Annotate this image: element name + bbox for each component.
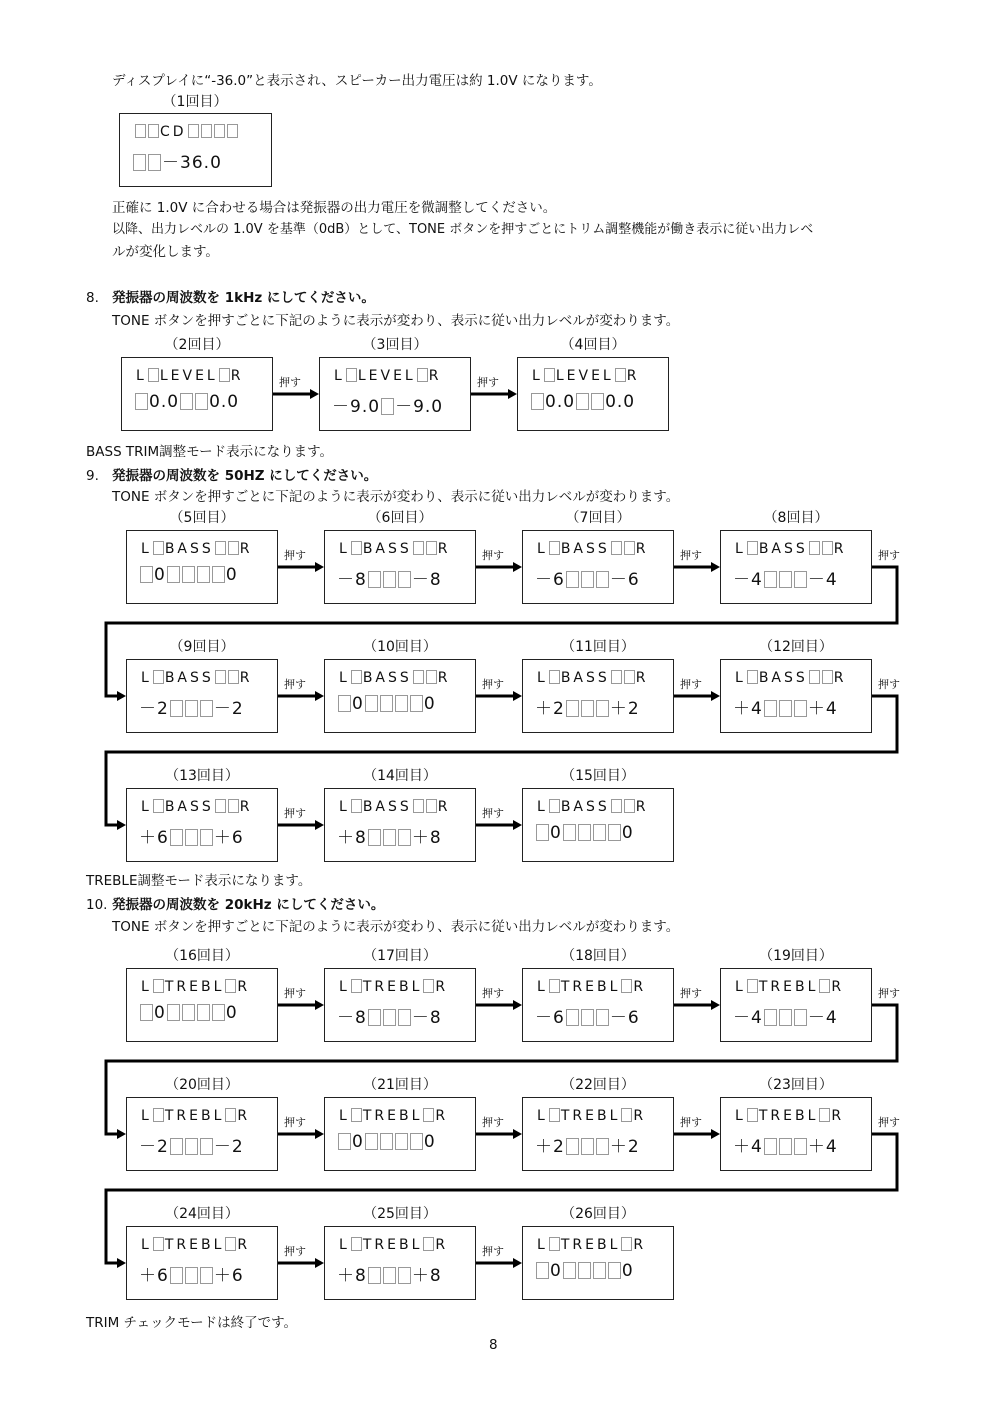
press-label: 押す	[284, 1245, 306, 1258]
display-caption: （13回目）	[165, 768, 239, 784]
mode-note: BASS TRIM調整モード表示になります。	[86, 444, 334, 460]
display-line-2: 0 0	[337, 694, 436, 714]
arrow-head	[513, 1258, 522, 1268]
display-caption: （7回目）	[565, 510, 631, 526]
press-label: 押す	[878, 1116, 900, 1129]
press-label: 押す	[482, 549, 504, 562]
arrow-head	[310, 389, 319, 399]
arrow-head	[508, 389, 517, 399]
display-caption: （3回目）	[362, 337, 428, 353]
press-label: 押す	[680, 678, 702, 691]
display-caption: （4回目）	[560, 337, 626, 353]
press-label: 押す	[680, 549, 702, 562]
display-caption: （2回目）	[164, 337, 230, 353]
display-caption: （21回目）	[363, 1077, 437, 1093]
display-caption: （12回目）	[759, 639, 833, 655]
arrow-head	[315, 1258, 324, 1268]
display-caption: （24回目）	[165, 1206, 239, 1222]
arrow-head	[513, 820, 522, 830]
display-line-2: 0 0	[535, 823, 634, 843]
display-line-2: －8 －8	[337, 1008, 442, 1028]
arrow-head	[315, 820, 324, 830]
arrow-head	[711, 562, 720, 572]
step-description: TONE ボタンを押すごとに下記のように表示が変わり、表示に従い出力レベルが変わります。	[112, 489, 680, 505]
display-line-1: L BASS R	[339, 670, 451, 686]
display-line-1: L BASS R	[141, 799, 253, 815]
note-line: 以降、出力レベルの 1.0V を基準（0dB）として、TONE ボタンを押すごとにトリム調整機能が働き表示に従い出力レベ	[112, 222, 814, 237]
press-label: 押す	[279, 376, 301, 389]
display-caption: （18回目）	[561, 948, 635, 964]
display-line-1: L TREBL R	[339, 1108, 449, 1124]
display-line-1: L LEVEL R	[334, 368, 442, 384]
display-caption: （14回目）	[363, 768, 437, 784]
display-line-1: L TREBL R	[141, 1108, 251, 1124]
step-heading: 発振器の周波数を 50HZ にしてください。	[112, 468, 378, 484]
step-description: TONE ボタンを押すごとに下記のように表示が変わり、表示に従い出力レベルが変わります。	[112, 313, 680, 329]
display-line-2: 0 0	[139, 565, 238, 585]
display-caption: （19回目）	[759, 948, 833, 964]
display-caption: （10回目）	[363, 639, 437, 655]
display-line-2: ＋6 ＋6	[139, 1266, 244, 1286]
display-line-1: L TREBL R	[735, 979, 845, 995]
end-note: TRIM チェックモードは終了です。	[86, 1315, 298, 1331]
arrow-head	[711, 691, 720, 701]
display-line-1: L TREBL R	[141, 979, 251, 995]
display-caption: （20回目）	[165, 1077, 239, 1093]
arrow-head	[711, 1000, 720, 1010]
display-line-2: －36.0	[132, 148, 222, 173]
display-line-1: L BASS R	[735, 541, 847, 557]
arrow-head	[513, 1129, 522, 1139]
press-label: 押す	[284, 678, 306, 691]
page-number: 8	[489, 1337, 498, 1353]
step-number: 9.	[86, 468, 99, 484]
display-line-2: －4 －4	[733, 570, 838, 590]
display-line-2: ＋4 ＋4	[733, 699, 838, 719]
display-caption: （17回目）	[363, 948, 437, 964]
step-number: 8.	[86, 290, 99, 306]
display-line-2: 0.0 0.0	[530, 392, 635, 412]
display-line-2: 0 0	[139, 1003, 238, 1023]
step-heading: 発振器の周波数を 20kHz にしてください。	[112, 897, 385, 913]
display-line-1: L BASS R	[537, 799, 649, 815]
display-line-2: －8 －8	[337, 570, 442, 590]
display-line-1: L TREBL R	[537, 1108, 647, 1124]
press-label: 押す	[878, 987, 900, 1000]
display-caption: （15回目）	[561, 768, 635, 784]
display-line-1: L BASS R	[141, 541, 253, 557]
press-label: 押す	[680, 987, 702, 1000]
press-label: 押す	[482, 1245, 504, 1258]
display-caption: （8回目）	[763, 510, 829, 526]
display-line-2: －4 －4	[733, 1008, 838, 1028]
display-line-2: ＋2 ＋2	[535, 699, 640, 719]
note-line: ルが変化します。	[112, 244, 219, 260]
display-line-1: CD	[134, 124, 239, 140]
display-line-2: ＋4 ＋4	[733, 1137, 838, 1157]
display-line-1: L BASS R	[339, 541, 451, 557]
press-label: 押す	[482, 678, 504, 691]
display-line-1: L BASS R	[735, 670, 847, 686]
display-caption: （11回目）	[561, 639, 635, 655]
display-line-1: L BASS R	[339, 799, 451, 815]
display-line-1: L TREBL R	[141, 1237, 251, 1253]
press-label: 押す	[477, 376, 499, 389]
display-line-1: L TREBL R	[735, 1108, 845, 1124]
press-label: 押す	[482, 987, 504, 1000]
display-line-2: －2 －2	[139, 1137, 244, 1157]
display-caption: （9回目）	[169, 639, 235, 655]
intro-line: ディスプレイに“-36.0”と表示され、スピーカー出力電圧は約 1.0V になります。	[112, 73, 602, 89]
display-line-2: ＋6 ＋6	[139, 828, 244, 848]
arrow-head	[117, 691, 126, 701]
display-line-1: L BASS R	[141, 670, 253, 686]
arrow-head	[117, 820, 126, 830]
arrow-head	[513, 1000, 522, 1010]
arrow-head	[315, 1000, 324, 1010]
step-description: TONE ボタンを押すごとに下記のように表示が変わり、表示に従い出力レベルが変わります。	[112, 919, 680, 935]
press-label: 押す	[878, 678, 900, 691]
display-line-2: ＋2 ＋2	[535, 1137, 640, 1157]
arrow-head	[315, 562, 324, 572]
display-line-1: L BASS R	[537, 670, 649, 686]
mode-note: TREBLE調整モード表示になります。	[86, 873, 312, 889]
press-label: 押す	[284, 549, 306, 562]
display-caption: （26回目）	[561, 1206, 635, 1222]
display-line-2: －9.0 －9.0	[332, 397, 444, 417]
display-caption: （22回目）	[561, 1077, 635, 1093]
arrow-head	[117, 1258, 126, 1268]
display-line-2: －6 －6	[535, 570, 640, 590]
press-label: 押す	[284, 807, 306, 820]
display-caption: （6回目）	[367, 510, 433, 526]
arrow-head	[711, 1129, 720, 1139]
display-line-1: L TREBL R	[537, 1237, 647, 1253]
display-line-2: 0 0	[535, 1261, 634, 1281]
display-caption: （23回目）	[759, 1077, 833, 1093]
step-heading: 発振器の周波数を 1kHz にしてください。	[112, 290, 375, 306]
display-caption: （25回目）	[363, 1206, 437, 1222]
arrow-head	[513, 562, 522, 572]
display-line-2: ＋8 ＋8	[337, 828, 442, 848]
press-label: 押す	[482, 1116, 504, 1129]
display-line-1: L LEVEL R	[532, 368, 640, 384]
display-caption: （16回目）	[165, 948, 239, 964]
display-line-1: L TREBL R	[339, 979, 449, 995]
press-label: 押す	[284, 987, 306, 1000]
press-label: 押す	[482, 807, 504, 820]
arrow-head	[315, 1129, 324, 1139]
display-caption: （5回目）	[169, 510, 235, 526]
display-line-2: 0.0 0.0	[134, 392, 239, 412]
step-number: 10.	[86, 897, 108, 913]
arrow-head	[117, 1129, 126, 1139]
press-label: 押す	[284, 1116, 306, 1129]
display-line-1: L TREBL R	[339, 1237, 449, 1253]
display-line-1: L BASS R	[537, 541, 649, 557]
display-line-1: L LEVEL R	[136, 368, 244, 384]
display-line-1: L TREBL R	[537, 979, 647, 995]
display-caption: （1回目）	[162, 94, 228, 110]
display-line-2: －2 －2	[139, 699, 244, 719]
display-line-2: 0 0	[337, 1132, 436, 1152]
press-label: 押す	[878, 549, 900, 562]
arrow-head	[513, 691, 522, 701]
display-line-2: ＋8 ＋8	[337, 1266, 442, 1286]
press-label: 押す	[680, 1116, 702, 1129]
display-line-2: －6 －6	[535, 1008, 640, 1028]
note-line: 正確に 1.0V に合わせる場合は発振器の出力電圧を微調整してください。	[112, 200, 557, 216]
arrow-head	[315, 691, 324, 701]
